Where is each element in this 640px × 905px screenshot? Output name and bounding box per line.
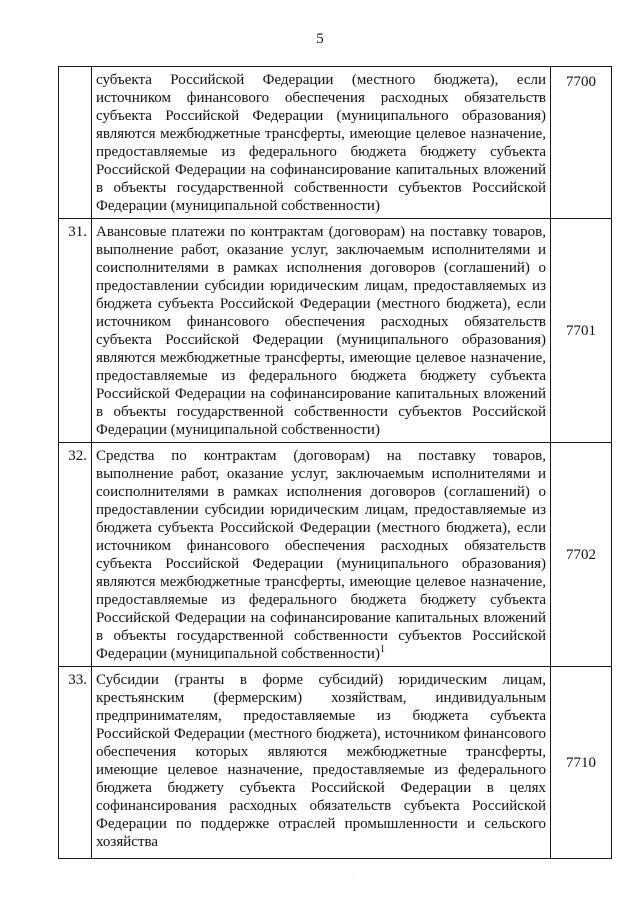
row-code: 7701: [551, 219, 612, 443]
page-number: 5: [316, 31, 324, 47]
row-number: 33.: [59, 667, 92, 859]
row-number: 32.: [59, 443, 92, 667]
codes-table: [58, 66, 612, 859]
row-description-cell: [92, 443, 551, 667]
table-row: [59, 443, 612, 667]
table-row: [59, 67, 612, 219]
row-description: Авансовые платежи по контрактам (договорам) на поставку товаров, выполнение работ, оказание услуг, заключаемым исполнителями и соисполнителями в рамках исполнения договоров (соглашений) о предоставлении субсидии юридическим лицам, предоставляемых из бюджета субъекта Российской Федерации (местного бюджета), если источником финансового обеспечения расходных обязательств субъекта Российской Федерации (муниципального образования) являются межбюджетные трансферты, имеющие целевое назначение, предоставляемые из федерального бюджета бюджету субъекта Российской Федерации на софинансирование капитальных вложений в объекты государственной собственности субъектов Российской Федерации (муниципальной собственности): [92, 219, 551, 443]
row-number: [59, 67, 92, 219]
footnote-marker[interactable]: 1: [379, 644, 385, 655]
row-number: 31.: [59, 219, 92, 443]
row-code: 7702: [551, 443, 612, 667]
row-description: субъекта Российской Федерации (местного бюджета), если источником финансового обеспечения расходных обязательств субъекта Российской Федерации (муниципального образования) являются межбюджетные трансферты, имеющие целевое назначение, предоставляемые из федерального бюджета бюджету субъекта Российской Федерации на софинансирование капитальных вложений в объекты государственной собственности субъектов Российской Федерации (муниципальной собственности): [92, 67, 551, 219]
row-description: Средства по контрактам (договорам) на поставку товаров, выполнение работ, оказание услуг, заключаемым исполнителями и соисполнителями в рамках исполнения договоров (соглашений) о предоставлении субсидии юридическим лицам, предоставляемые из бюджета субъекта Российской Федерации (местного бюджета), если источником финансового обеспечения расходных обязательств субъекта Российской Федерации (муниципального образования) являются межбюджетные трансферты, имеющие целевое назначение, предоставляемые из федерального бюджета бюджету субъекта Российской Федерации на софинансирование капитальных вложений в объекты государственной собственности субъектов Российской Федерации (муниципальной собственности): [96, 448, 546, 662]
row-code: 7710: [551, 667, 612, 859]
row-code: 7700: [551, 67, 612, 219]
table-row: [59, 667, 612, 859]
scan-mark: ·: [352, 876, 354, 882]
row-description: Субсидии (гранты в форме субсидий) юридическим лицам, крестьянским (фермерским) хозяйствам, индивидуальным предпринимателям, предоставляемые из бюджета субъекта Российской Федерации (местного бюджета), источником финансового обеспечения которых являются межбюджетные трансферты, имеющие целевое назначение, предоставляемые из федерального бюджета бюджету субъекта Российской Федерации в целях софинансирования расходных обязательств субъекта Российской Федерации по поддержке отраслей промышленности и сельского хозяйства: [92, 667, 551, 859]
table-row: [59, 219, 612, 443]
